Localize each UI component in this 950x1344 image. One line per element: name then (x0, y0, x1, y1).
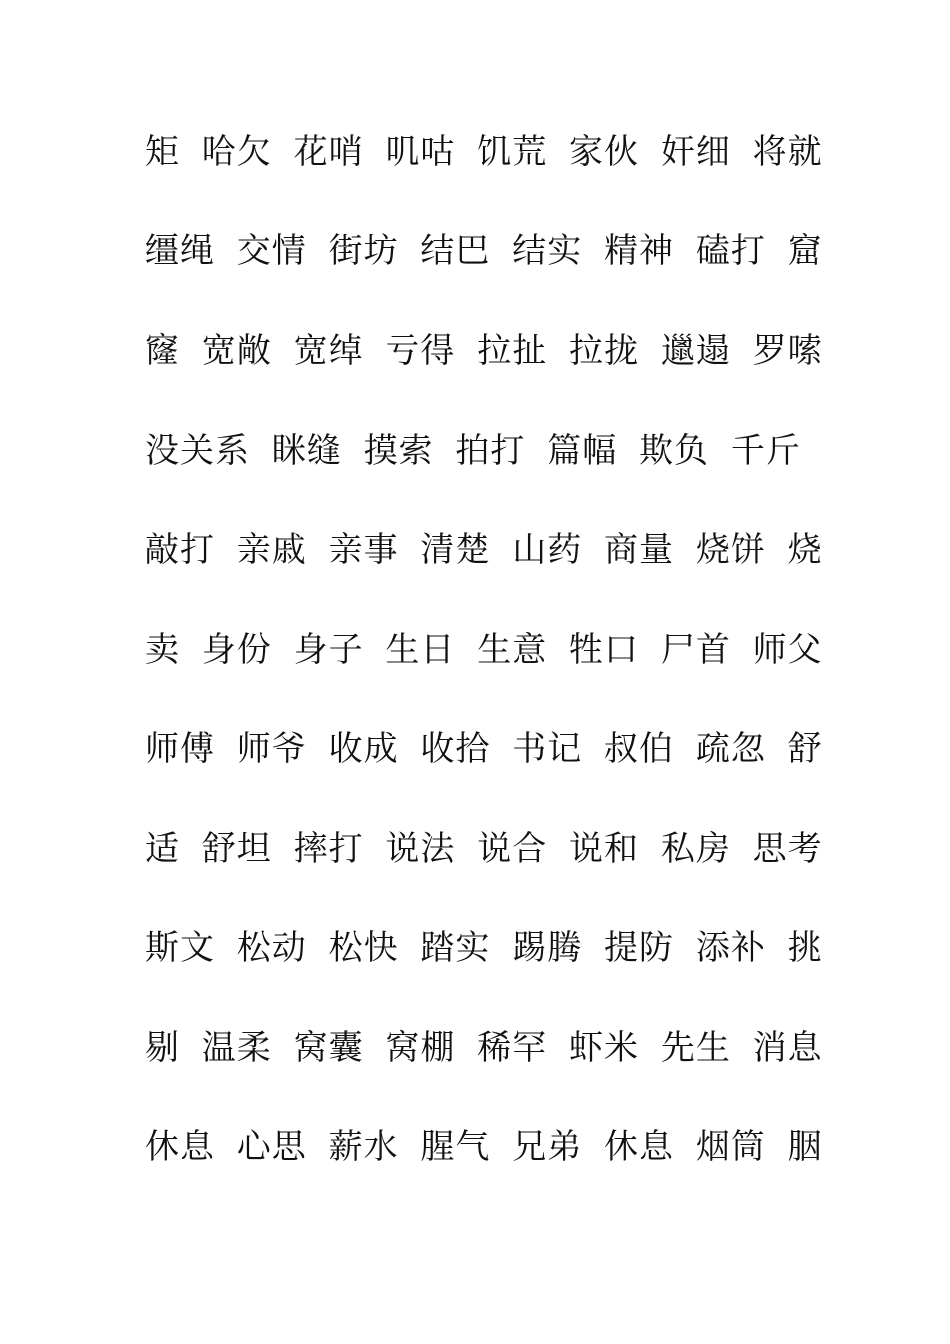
text-line-8: 适 舒坦 摔打 说法 说合 说和 私房 思考 (145, 829, 823, 869)
text-line-11: 休息 心思 薪水 腥气 兄弟 休息 烟筒 胭 (145, 1127, 823, 1167)
text-line-6: 卖 身份 身子 生日 生意 牲口 尸首 师父 (145, 630, 823, 670)
text-line-10: 剔 温柔 窝囊 窝棚 稀罕 虾米 先生 消息 (145, 1028, 823, 1068)
text-line-4: 没关系 眯缝 摸索 拍打 篇幅 欺负 千斤 (145, 431, 801, 471)
text-line-9: 斯文 松动 松快 踏实 踢腾 提防 添补 挑 (145, 928, 823, 968)
text-line-1: 矩 哈欠 花哨 叽咕 饥荒 家伙 奸细 将就 (145, 132, 823, 172)
text-line-7: 师傅 师爷 收成 收拾 书记 叔伯 疏忽 舒 (145, 729, 823, 769)
text-line-5: 敲打 亲戚 亲事 清楚 山药 商量 烧饼 烧 (145, 530, 823, 570)
text-line-3: 窿 宽敞 宽绰 亏得 拉扯 拉拢 邋遢 罗嗦 (145, 331, 823, 371)
text-line-2: 缰绳 交情 街坊 结巴 结实 精神 磕打 窟 (145, 231, 823, 271)
